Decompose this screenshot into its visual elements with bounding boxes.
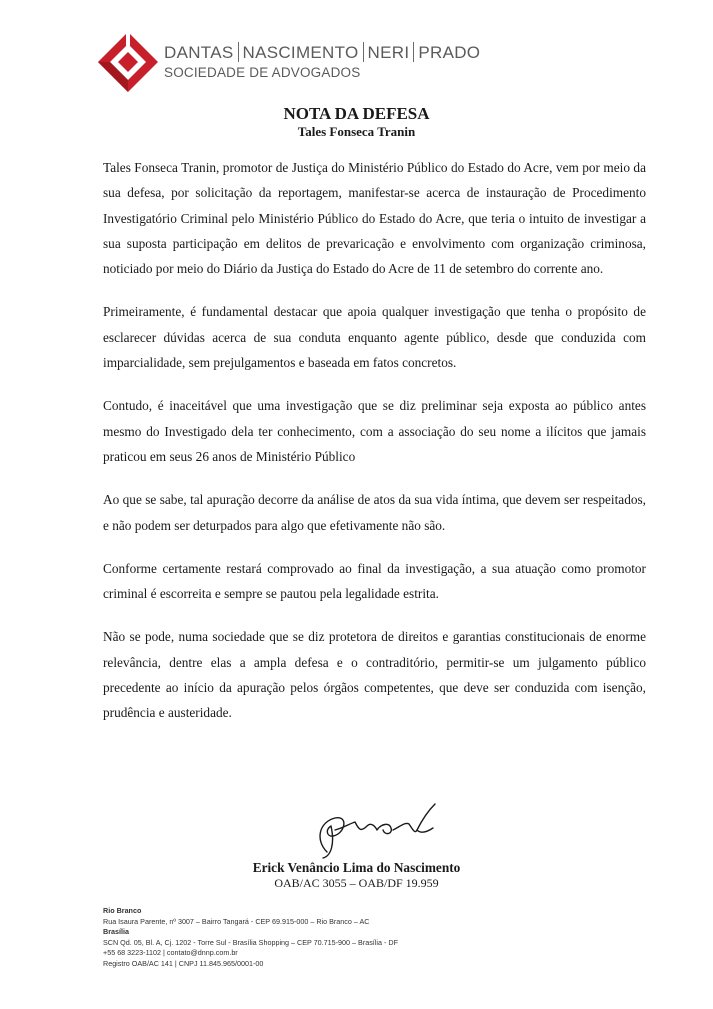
firm-name-3: NERI	[367, 43, 410, 62]
paragraph-3: Contudo, é inaceitável que uma investigação que se diz preliminar seja exposta ao público antes mesmo do Investigado dela ter conhecimento, com a associação do seu nome a ilícitos que jamais praticou em seus 26 anos de Ministério Público	[103, 398, 646, 464]
document-heading	[0, 104, 713, 140]
footer-address-brasilia: SCN Qd. 05, Bl. A, Cj. 1202 - Torre Sul - Brasília Shopping – CEP 70.715-900 – Brasília - DF	[103, 937, 398, 947]
firm-name-4: PRADO	[418, 43, 481, 62]
handwritten-signature	[305, 800, 455, 860]
document-subtitle: Tales Fonseca Tranin	[297, 124, 416, 139]
footer-city-rio-branco: Rio Branco	[103, 906, 142, 915]
paragraph-1: Tales Fonseca Tranin, promotor de Justiça do Ministério Público do Estado do Acre, vem por meio da sua defesa, por solicitação da reportagem, manifestar-se acerca de instauração de Procedimento Investigatório Criminal pelo Ministério Público do Estado do Acre, que teria o intuito de investigar a sua suposta participação em delitos de prevaricação e envolvimento com organização criminosa, noticiado por meio do Diário da Justiça do Estado do Acre de 11 de setembro do corrente ano.	[103, 160, 646, 277]
footer	[103, 906, 603, 970]
paragraph-6: Não se pode, numa sociedade que se diz protetora de direitos e garantias constitucionais de enorme relevância, dentre elas a ampla defesa e o contraditório, permitir-se um julgamento público precedente ao início da apuração pelos órgãos competentes, que deve ser conduzida com isenção, prudência e austeridade.	[103, 629, 646, 721]
footer-registry: Registro OAB/AC 141 | CNPJ 11.845.965/0001-00	[103, 958, 264, 968]
signer-oab: OAB/AC 3055 – OAB/DF 19.959	[274, 876, 439, 890]
firm-logo-icon	[96, 30, 160, 94]
document-title: NOTA DA DEFESA	[283, 104, 430, 123]
firm-name-1: DANTAS	[164, 43, 234, 62]
footer-contact: +55 68 3223-1102 | contato@dnnp.com.br	[103, 948, 238, 958]
document-body	[103, 155, 646, 744]
footer-address-rio-branco: Rua Isaura Parente, nº 3007 – Bairro Tangará - CEP 69.915-000 – Rio Branco – AC	[103, 916, 370, 926]
paragraph-5: Conforme certamente restará comprovado ao final da investigação, a sua atuação como promotor criminal é escorreita e sempre se pautou pela legalidade estrita.	[103, 560, 646, 602]
firm-name	[164, 42, 480, 63]
signer-block	[0, 860, 713, 891]
firm-subtitle: SOCIEDADE DE ADVOGADOS	[164, 65, 361, 80]
paragraph-4: Ao que se sabe, tal apuração decorre da análise de atos da sua vida íntima, que devem ser respeitados, e não podem ser deturpados para algo que efetivamente não são.	[103, 492, 646, 533]
firm-separator	[413, 42, 414, 62]
letterhead	[96, 30, 496, 96]
paragraph-2: Primeiramente, é fundamental destacar que apoia qualquer investigação que tenha o propósito de esclarecer dúvidas acerca de sua conduta enquanto agente público, desde que conduzida com imparcialidade, sem prejulgamentos e baseada em fatos concretos.	[103, 304, 646, 371]
firm-separator	[363, 42, 364, 62]
footer-city-brasilia: Brasília	[103, 927, 129, 937]
signer-name: Erick Venâncio Lima do Nascimento	[252, 860, 461, 875]
firm-separator	[238, 42, 239, 62]
firm-name-2: NASCIMENTO	[242, 43, 359, 62]
